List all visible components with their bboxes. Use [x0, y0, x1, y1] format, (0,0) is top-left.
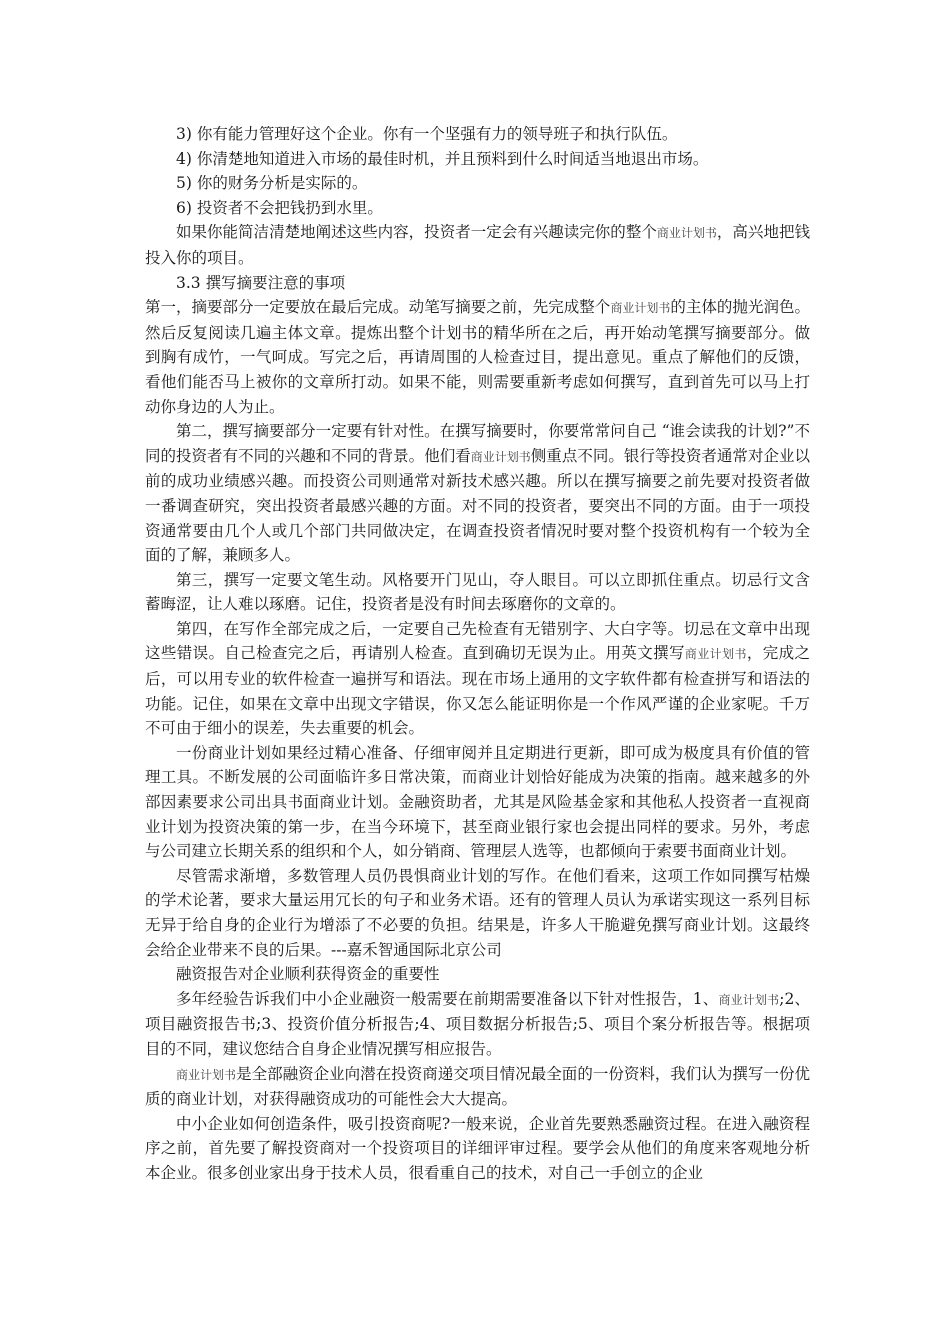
paragraph: 第三，撰写一定要文笔生动。风格要开门见山，夺人眼目。可以立即抓住重点。切忌行文含蓄晦涩，让人难以琢磨。记住，投资者是没有时间去琢磨你的文章的。 — [145, 570, 810, 614]
keyword-link: 商业计划书 — [684, 647, 747, 662]
list-item-3: 3) 你有能力管理好这个企业。你有一个坚强有力的领导班子和执行队伍。 — [176, 125, 678, 143]
paragraph: 尽管需求渐增，多数管理人员仍畏惧商业计划的写作。在他们看来，这项工作如同撰写枯燥的学术论著，要求大量运用冗长的句子和业务术语。还有的管理人员认为承诺实现这一系列目标无异于给自身的企业行为增添了不必要的负担。结果是，许多人干脆避免撰写商业计划。这最终会给企业带来不良的后果。---嘉禾智通国际北京公司 — [145, 866, 810, 959]
paragraph: 商业计划书是全部融资企业向潜在投资商递交项目情况最全面的一份资料，我们认为撰写一份优质的商业计划，对获得融资成功的可能性会大大提高。 — [145, 1064, 810, 1109]
section-heading: 3.3 撰写摘要注意的事项 — [176, 273, 346, 292]
keyword-link: 商业计划书 — [470, 449, 531, 464]
section-heading: 融资报告对企业顺利获得资金的重要性 — [176, 965, 440, 984]
keyword-link: 商业计划书 — [718, 992, 780, 1007]
keyword-link: 商业计划书 — [610, 301, 671, 316]
keyword-link: 商业计划书 — [176, 1067, 237, 1082]
paragraph: 中小企业如何创造条件，吸引投资商呢?一般来说，企业首先要熟悉融资过程。在进入融资程序之前，首先要了解投资商对一个投资项目的详细评审过程。要学会从他们的角度来客观地分析本企业。很多创业家出身于技术人员，很看重自己的技术，对自己一手创立的企业 — [145, 1114, 810, 1182]
list-item-6: 6) 投资者不会把钱扔到水里。 — [176, 198, 383, 217]
paragraph: 如果你能简洁清楚地阐述这些内容，投资者一定会有兴趣读完你的整个商业计划书，高兴地把钱投入你的项目。 — [145, 223, 810, 267]
list-item-4: 4) 你清楚地知道进入市场的最佳时机，并且预料到什么时间适当地退出市场。 — [176, 149, 709, 168]
paragraph: 第四，在写作全部完成之后，一定要自己先检查有无错别字、大白字等。切忌在文章中出现这些错误。自己检查完之后，再请别人检查。直到确切无误为止。用英文撰写商业计划书，完成之后，可以用专业的软件检查一遍拼写和语法。现在市场上通用的文字软件都有检查拼写和语法的功能。记住，如果在文章中出现文字错误，你又怎么能证明你是一个作风严谨的企业家呢。千万不可由于细小的误差，失去重要的机会。 — [145, 619, 810, 738]
paragraph: 第二，撰写摘要部分一定要有针对性。在撰写摘要时，你要常常问自己 “谁会读我的计划?”不同的投资者有不同的兴趣和不同的背景。他们看商业计划书侧重点不同。银行等投资者通常对企业以前的成功业绩感兴趣。而投资公司则通常对新技术感兴趣。所以在撰写摘要之前先要对投资者做一番调查研究，突出投资者最感兴趣的方面。对不同的投资者，要突出不同的方面。由于一项投资通常要由几个人或几个部门共同做决定，在调查投资者情况时要对整个投资机构有一个较为全面的了解，兼顾多人。 — [145, 422, 810, 565]
document-page — [145, 122, 810, 1186]
paragraph: 多年经验告诉我们中小企业融资一般需要在前期需要准备以下针对性报告，1、商业计划书;2、项目融资报告书;3、投资价值分析报告;4、项目数据分析报告;5、项目个案分析报告等。根据项目的不同，建议您结合自身企业情况撰写相应报告。 — [145, 989, 810, 1058]
list-item-5: 5) 你的财务分析是实际的。 — [176, 174, 368, 193]
paragraph: 第一，摘要部分一定要放在最后完成。动笔写摘要之前，先完成整个商业计划书的主体的抛光润色。然后反复阅读几遍主体文章。提炼出整个计划书的精华所在之后，再开始动笔撰写摘要部分。做到胸有成竹，一气呵成。写完之后，再请周围的人检查过目，提出意见。重点了解他们的反馈，看他们能否马上被你的文章所打动。如果不能，则需要重新考虑如何撰写，直到首先可以马上打动你身边的人为止。 — [145, 298, 810, 416]
paragraph: 一份商业计划如果经过精心准备、仔细审阅并且定期进行更新，即可成为极度具有价值的管理工具。不断发展的公司面临许多日常决策，而商业计划恰好能成为决策的指南。越来越多的外部因素要求公司出具书面商业计划。金融资助者，尤其是风险基金家和其他私人投资者一直视商业计划为投资决策的第一步，在当今环境下，甚至商业银行家也会提出同样的要求。另外，考虑与公司建立长期关系的组织和个人，如分销商、管理层人选等，也都倾向于索要书面商业计划。 — [145, 743, 810, 861]
keyword-link: 商业计划书 — [656, 226, 717, 241]
